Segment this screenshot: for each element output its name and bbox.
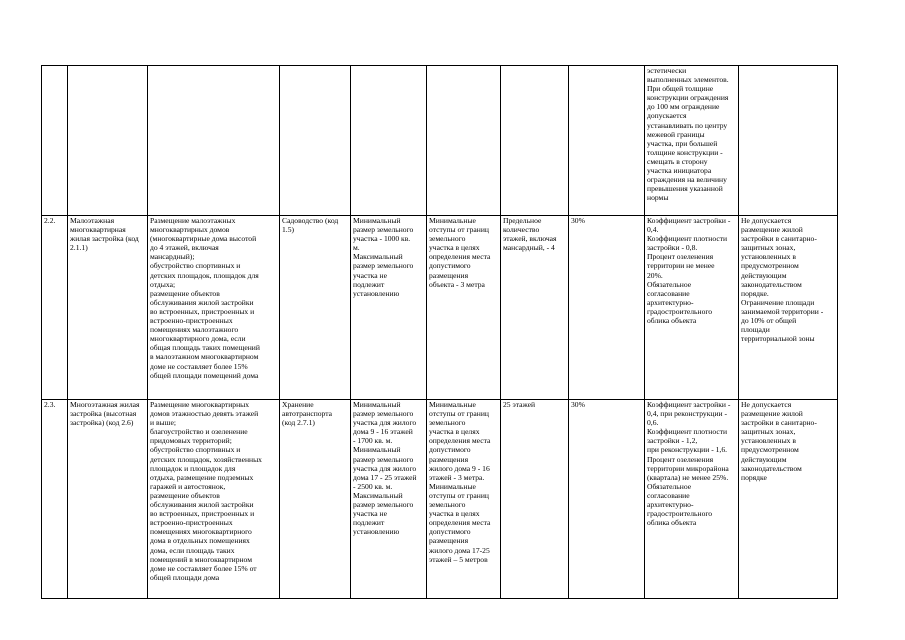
cell-restrictions	[738, 65, 838, 215]
table-row	[41, 65, 838, 215]
cell-other-params: Коэффициент застройки - 0,4. Коэффициент плотности застройки - 0,8. Процент озеленения территории не менее 20%. Обязательное согласование архитектурно- градостроительного облика объекта	[644, 215, 738, 399]
cell-use-description: Размещение многоквартирных домов этажностью девять этажей и выше; благоустройство и озеленение придомовых территорий; обустройство спортивных и детских площадок, хозяйственных площадок и площадок для отдыха, размещение подземных гаражей и автостоянок, размещение объектов обслуживания жилой застройки во встроенных, пристроенных и встроенно-пристроенных помещениях многоквартирного дома в отдельных помещениях дома, если площадь таких помещений в многоквартирном доме не составляет более 15% от общей площади дома	[147, 399, 279, 598]
cell-auxiliary-use: Садоводство (код 1.5)	[279, 215, 350, 399]
cell-setbacks	[426, 65, 500, 215]
cell-use-name: Малоэтажная многоквартирная жилая застройка (код 2.1.1)	[67, 215, 147, 399]
cell-number	[41, 65, 67, 215]
zoning-regulations-table	[41, 65, 838, 598]
cell-auxiliary-use	[279, 65, 350, 215]
cell-restrictions: Не допускается размещение жилой застройки в санитарно- защитных зонах, установленных в предусмотренном действующим законодательством порядке	[738, 399, 838, 598]
cell-floors	[500, 65, 568, 215]
cell-setbacks: Минимальные отступы от границ земельного участка в целях определения места допустимого размещения жилого дома 9 - 16 этажей - 3 метра. Минимальные отступы от границ земельного участка в целях определения места допустимого размещения жилого дома 17-25 этажей – 5 метров	[426, 399, 500, 598]
cell-use-description: Размещение малоэтажных многоквартирных домов (многоквартирные дома высотой до 4 этажей, включая мансардный); обустройство спортивных и детских площадок, площадок для отдыха; размещение объектов обслуживания жилой застройки во встроенных, пристроенных и встроенно-пристроенных помещениях малоэтажного многоквартирного дома, если общая площадь таких помещений в малоэтажном многоквартирном доме не составляет более 15% общей площади помещений дома	[147, 215, 279, 399]
cell-restrictions: Не допускается размещение жилой застройки в санитарно- защитных зонах, установленных в предусмотренном действующим законодательством порядке. Ограничение площади занимаемой территории - до 10% от общей площади территориальной зоны	[738, 215, 838, 399]
cell-number: 2.2.	[41, 215, 67, 399]
cell-other-params: эстетически выполненных элементов. При общей толщине конструкции ограждения до 100 мм ограждение допускается устанавливать по центру межевой границы участка, при большей толщине конструкции - смещать в сторону участка инициатора ограждения на величину превышения указанной нормы	[644, 65, 738, 215]
cell-use-description	[147, 65, 279, 215]
cell-other-params: Коэффициент застройки - 0,4, при реконструкции - 0,6. Коэффициент плотности застройки - 1,2, при реконструкции - 1,6. Процент озеленения территории микрорайона (квартала) не менее 25%. Обязательное согласование архитектурно- градостроительного облика объекта	[644, 399, 738, 598]
cell-plot-size: Минимальный размер земельного участка для жилого дома 9 - 16 этажей - 1700 кв. м. Минимальный размер земельного участка для жилого дома 17 - 25 этажей - 2500 кв. м. Максимальный размер земельного участка не подлежит установлению	[350, 399, 426, 598]
table-row	[41, 215, 838, 399]
cell-coverage: 30%	[568, 399, 644, 598]
cell-auxiliary-use: Хранение автотранспорта (код 2.7.1)	[279, 399, 350, 598]
cell-number: 2.3.	[41, 399, 67, 598]
cell-floors: Предельное количество этажей, включая мансардный, - 4	[500, 215, 568, 399]
cell-use-name: Многоэтажная жилая застройка (высотная застройка) (код 2.6)	[67, 399, 147, 598]
table-bottom-border	[41, 598, 838, 599]
cell-use-name	[67, 65, 147, 215]
table-row	[41, 399, 838, 598]
cell-plot-size	[350, 65, 426, 215]
cell-coverage: 30%	[568, 215, 644, 399]
cell-floors: 25 этажей	[500, 399, 568, 598]
cell-setbacks: Минимальные отступы от границ земельного участка в целях определения места допустимого размещения объекта - 3 метра	[426, 215, 500, 399]
cell-plot-size: Минимальный размер земельного участка - 1000 кв. м. Максимальный размер земельного участка не подлежит установлению	[350, 215, 426, 399]
cell-coverage	[568, 65, 644, 215]
